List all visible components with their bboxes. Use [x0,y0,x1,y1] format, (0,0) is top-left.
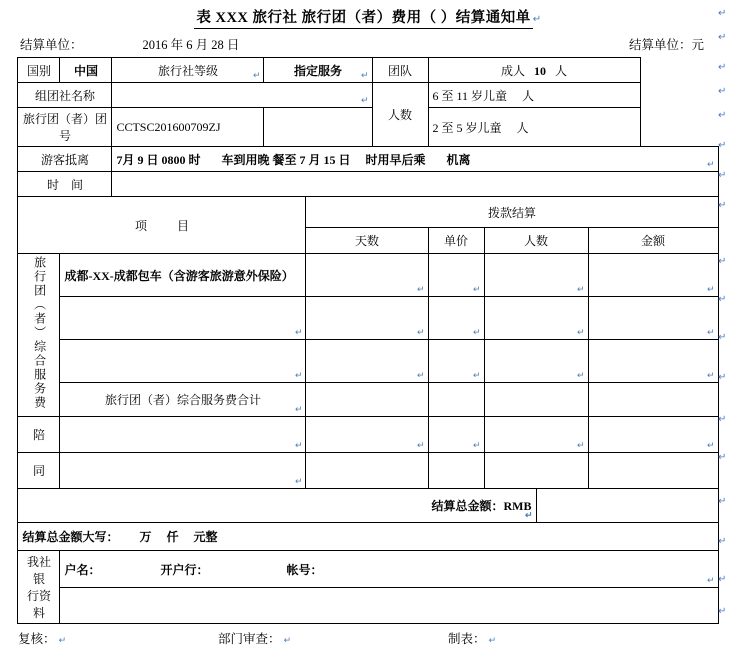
paragraph-mark-icon: ↵ [718,170,727,181]
service-item-3[interactable] [60,340,306,383]
table-row-service-total [18,383,718,417]
table-row-country [18,58,718,83]
maker-label: 制表： [448,632,486,646]
escort-label-2 [18,453,60,489]
paragraph-mark-icon: ↵ [718,294,727,305]
account-name-label: 户名： [64,562,101,577]
escort-1-item[interactable] [60,417,306,453]
group-company-label: 组团社名称 [18,83,112,108]
service-total-label-text: 旅行团（者）综合服务费合计 [104,393,261,407]
table-row-section-header [18,197,718,228]
paragraph-mark-icon: ↵ [718,452,727,463]
total-amount-value[interactable] [536,489,718,523]
cell-mark-icon: ↵ [472,370,481,380]
dept-review-label: 部门审查： [218,632,281,646]
page-title-text: 表 XXX 旅行社 旅行团（者）费用（ ）结算通知单 [194,6,532,29]
service-fee-vertical-text: 旅行团（者）综合服务费 [32,256,47,410]
bank-fields-row-2[interactable] [60,588,718,624]
table-row-escort-2 [18,453,718,489]
cell-mark-icon: ↵ [488,635,497,645]
service-2-people[interactable] [484,297,588,340]
child-2-5-label: 2 至 5 岁儿童 [432,120,502,135]
arrival-note-3: 机离 [446,152,471,167]
paragraph-mark-icon: ↵ [718,8,727,19]
currency-unit-label: 结算单位：元 [628,38,704,52]
table-row-group-number [18,108,718,147]
document-footer [18,624,718,647]
arrival-value-row[interactable] [112,147,718,172]
table-row-bank-2 [18,588,718,624]
cell-mark-icon: ↵ [706,575,715,586]
escort-1-days[interactable] [306,417,428,453]
cell-mark-icon: ↵ [360,70,369,80]
cell-mark-icon: ↵ [472,284,481,294]
col-header-days: 天数 [306,228,428,254]
amount-words-label: 结算总金额大写： [22,530,119,544]
paragraph-mark-icon: ↵ [532,14,542,25]
service-total-people[interactable] [484,383,588,417]
group-company-value[interactable] [112,83,372,108]
paragraph-mark-icon: ↵ [718,32,727,43]
people-count-label-text: 人数 [387,108,412,122]
col-header-amount: 金额 [588,228,718,254]
account-no-label: 帐号： [286,562,323,577]
allocation-settlement-header: 拨款结算 [306,197,718,228]
cell-mark-icon: ↵ [472,440,481,450]
bank-name-label: 开户行： [160,562,209,577]
country-value[interactable]: 中国 [60,58,112,83]
table-row-bank-1 [18,551,718,588]
arrival-note-2: 时用早后乘 [365,152,426,167]
service-total-amount[interactable] [588,383,718,417]
table-row-total [18,489,718,523]
cell-mark-icon: ↵ [706,370,715,380]
escort-2-amount[interactable] [588,453,718,489]
paragraph-mark-icon: ↵ [718,62,727,73]
service-total-label [60,383,306,417]
cell-mark-icon: ↵ [283,635,292,645]
group-number-extra[interactable] [264,108,372,147]
cell-mark-icon: ↵ [294,404,303,414]
service-fee-vertical-label [18,254,60,417]
cell-mark-icon: ↵ [252,70,261,80]
cell-mark-icon: ↵ [706,440,715,450]
cell-mark-icon: ↵ [294,440,303,450]
arrival-label-line1: 游客抵离 [18,147,112,172]
paragraph-mark-icon: ↵ [718,574,727,585]
amount-in-words-row[interactable] [18,523,718,551]
bank-fields-row[interactable] [60,551,718,588]
table-row-group-company [18,83,718,108]
document-subheader [0,31,736,57]
cell-mark-icon: ↵ [576,370,585,380]
cell-mark-icon: ↵ [416,370,425,380]
table-row-escort-1 [18,417,718,453]
settlement-table [17,57,718,624]
service-1-price[interactable] [428,254,484,297]
escort-2-people[interactable] [484,453,588,489]
bank-info-label [18,551,60,624]
cell-mark-icon: ↵ [294,370,303,380]
service-3-people[interactable] [484,340,588,383]
cell-mark-icon: ↵ [472,327,481,337]
service-item-1[interactable]: 成都-XX-成都包车（含游客旅游意外保险） [60,254,306,297]
item-header-text-1: 项 [134,218,147,233]
service-1-amount[interactable] [588,254,718,297]
service-3-price[interactable] [428,340,484,383]
cell-mark-icon: ↵ [360,95,369,105]
service-total-days[interactable] [306,383,428,417]
escort-label-1 [18,417,60,453]
maker-field[interactable] [448,629,648,647]
child-6-11-unit: 人 [522,88,535,103]
service-3-amount[interactable] [588,340,718,383]
service-1-days[interactable] [306,254,428,297]
cell-mark-icon: ↵ [524,510,533,520]
adult-unit: 人 [555,63,568,78]
adult-count: 10 [534,63,547,78]
col-header-people: 人数 [484,228,588,254]
designated-service-label [264,58,372,83]
cell-mark-icon: ↵ [294,476,303,486]
paragraph-mark-icon: ↵ [718,86,727,97]
paragraph-mark-icon: ↵ [718,372,727,383]
paragraph-mark-icon: ↵ [718,606,727,617]
escort-label-1-text: 陪 [32,428,45,442]
cell-mark-icon: ↵ [706,327,715,337]
child-6-11-label: 6 至 11 岁儿童 [432,88,508,103]
table-row-amount-words [18,523,718,551]
table-row-service-3 [18,340,718,383]
table-row-service-1 [18,254,718,297]
paragraph-mark-icon: ↵ [718,332,727,343]
service-2-price[interactable] [428,297,484,340]
bank-info-label-line2: 行资料 [26,589,51,620]
escort-2-days[interactable] [306,453,428,489]
service-total-price[interactable] [428,383,484,417]
escort-1-price[interactable] [428,417,484,453]
total-amount-label [18,489,536,523]
cell-mark-icon: ↵ [416,284,425,294]
group-number-label: 旅行团（者）团号 [18,108,112,147]
service-2-days[interactable] [306,297,428,340]
escort-2-item[interactable] [60,453,306,489]
item-header-cell [18,197,306,254]
adult-count-cell[interactable] [428,58,640,83]
group-label: 团队 [372,58,428,83]
review-label: 复核： [18,632,56,646]
country-label: 国别 [18,58,60,83]
cell-mark-icon: ↵ [416,440,425,450]
arrival-value-row-2[interactable] [112,172,718,197]
service-1-people[interactable] [484,254,588,297]
review-field[interactable] [18,629,218,647]
col-header-unit-price: 单价 [428,228,484,254]
paragraph-mark-icon: ↵ [718,256,727,267]
table-row-service-2 [18,297,718,340]
paragraph-mark-icon: ↵ [718,110,727,121]
cell-mark-icon: ↵ [576,284,585,294]
escort-2-price[interactable] [428,453,484,489]
adult-label: 成人 [501,63,526,78]
dept-review-field[interactable] [218,629,448,647]
child-2-5-cell[interactable] [428,108,640,147]
paragraph-mark-icon: ↵ [718,140,727,151]
cell-mark-icon: ↵ [576,327,585,337]
cell-mark-icon: ↵ [576,440,585,450]
child-2-5-unit: 人 [516,120,529,135]
cell-mark-icon: ↵ [58,635,67,645]
service-2-amount[interactable] [588,297,718,340]
service-item-2[interactable] [60,297,306,340]
escort-1-amount[interactable] [588,417,718,453]
child-6-11-cell[interactable] [428,83,640,108]
amount-words-wan: 万 [139,530,152,544]
paragraph-mark-icon: ↵ [718,536,727,547]
cell-mark-icon: ↵ [706,284,715,294]
table-row-arrival-1 [18,147,718,172]
page-title [0,0,736,31]
paragraph-mark-icon: ↵ [718,496,727,507]
paragraph-mark-icon: ↵ [718,200,727,211]
settlement-unit-label: 结算单位： [20,38,83,52]
amount-words-yuan: 元整 [193,530,218,544]
arrival-datetime: 7月 9 日 0800 时 [116,152,201,167]
cell-mark-icon: ↵ [294,327,303,337]
service-3-days[interactable] [306,340,428,383]
settlement-date: 2016 年 6 月 28 日 [142,38,240,52]
table-row-arrival-2 [18,172,718,197]
agency-level-label-text: 旅行社等级 [157,63,218,78]
people-count-label [372,83,428,147]
paragraph-mark-icon: ↵ [718,414,727,425]
item-header-text-2: 目 [176,218,189,233]
amount-words-qian: 仟 [166,530,179,544]
designated-service-label-text: 指定服务 [293,63,342,78]
escort-1-people[interactable] [484,417,588,453]
arrival-label-line2: 时 间 [18,172,112,197]
agency-level-label [112,58,264,83]
bank-info-label-line1: 我社银 [26,555,51,586]
total-amount-label-text: 结算总金额：RMB [431,499,532,513]
cell-mark-icon: ↵ [416,327,425,337]
arrival-note-1: 车到用晚 餐至 7 月 15 日 [221,152,351,167]
cell-mark-icon: ↵ [706,159,715,169]
group-number-value[interactable]: CCTSC201600709ZJ [112,108,264,147]
escort-label-2-text: 同 [32,464,45,478]
